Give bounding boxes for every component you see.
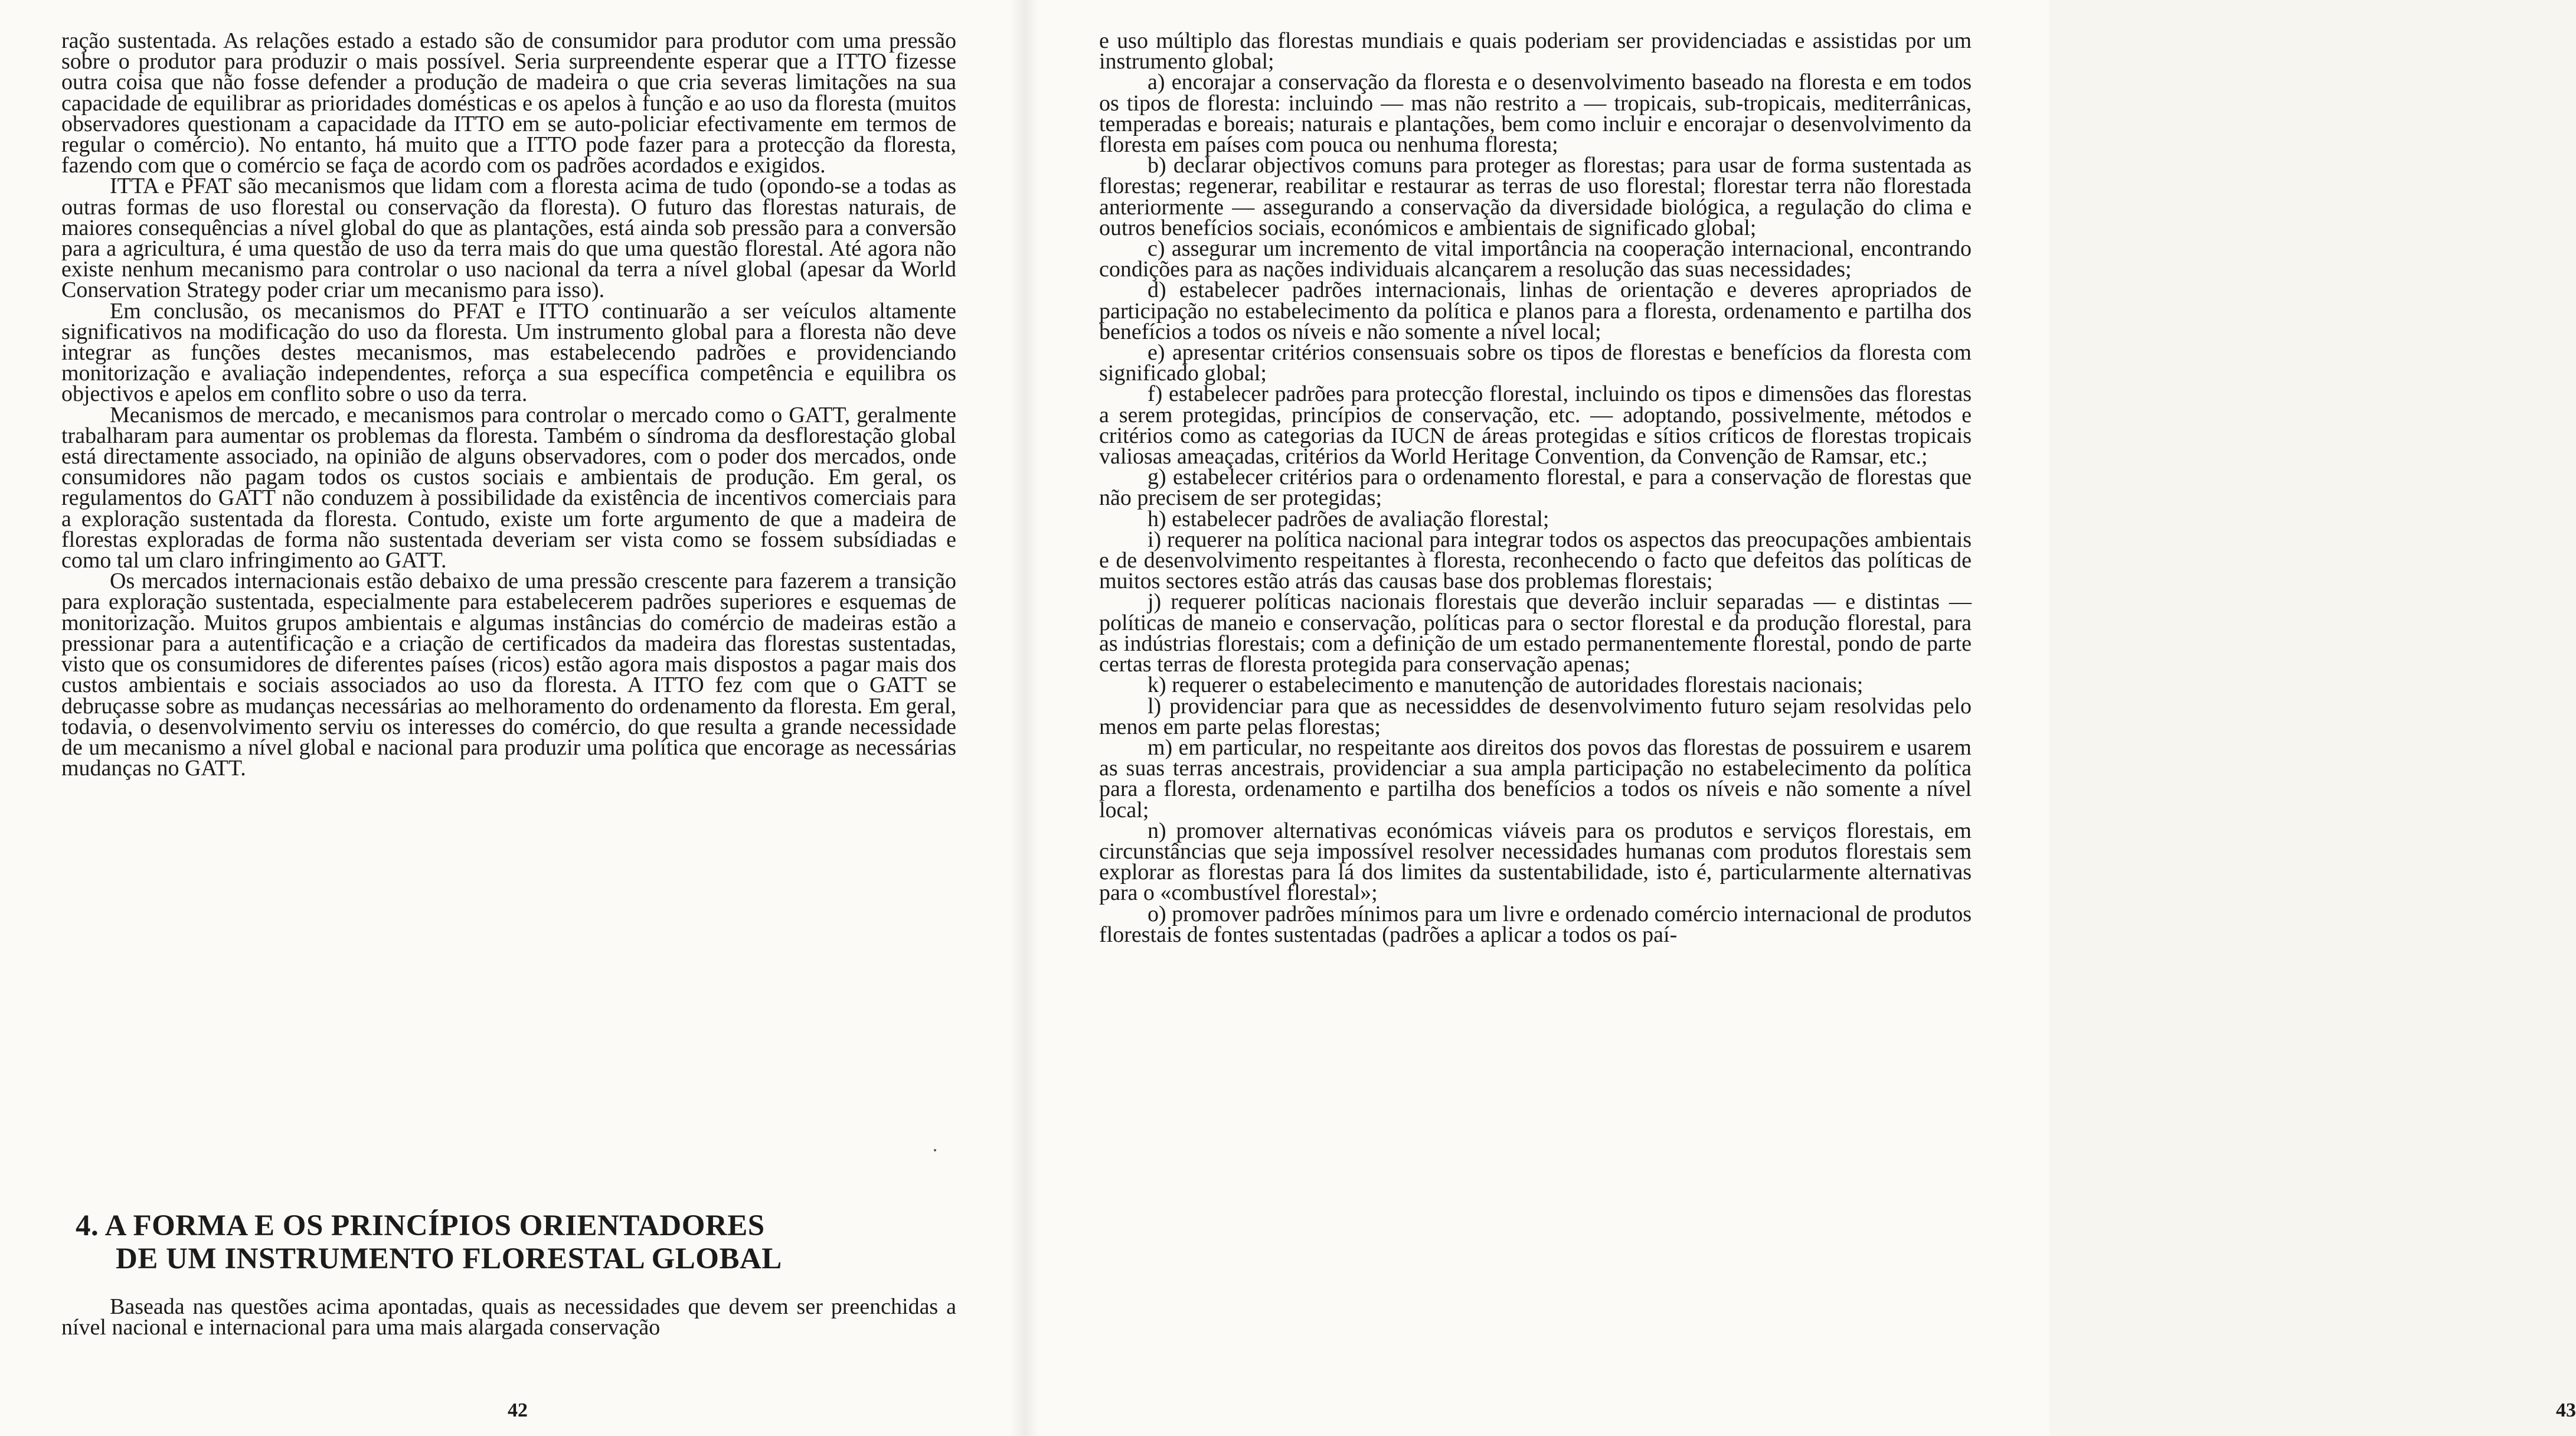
right-paragraph-intro: e uso múltiplo das florestas mundiais e quais poderiam ser providenciadas e assistidas por um instrumento global; <box>1099 28 1972 74</box>
book-gutter <box>1011 0 1039 1436</box>
section-heading <box>76 1209 937 1275</box>
list-item-h: h) estabelecer padrões de avaliação florestal; <box>1148 506 1549 531</box>
list-item-o: o) promover padrões mínimos para um livre e ordenado comércio internacional de produtos florestais de fontes sustentadas (padrões a aplicar a todos os paí- <box>1099 901 1972 947</box>
list-item-e: e) apresentar critérios consensuais sobre os tipos de florestas e benefícios da floresta com significado global; <box>1099 340 1972 386</box>
left-paragraph-2: ITTA e PFAT são mecanismos que lidam com a floresta acima de tudo (opondo-se a todas as outras formas de uso florestal ou conservação da floresta). O futuro das florestas naturais, de maiores consequências a nível global do que as plantações, está ainda sob pressão para a conversão para a agricultura, é uma questão de uso da terra mais do que uma questão florestal. Até agora não existe nenhum mecanismo para controlar o uso nacional da terra a nível global (apesar da World Conservation Strategy poder criar um mecanismo para isso). <box>61 174 956 303</box>
list-item-c: c) assegurar um incremento de vital importância na cooperação internacional, encontrando condições para as nações individuais alcançarem a resolução das suas necessidades; <box>1099 236 1972 282</box>
section-intro-paragraph: Baseada nas questões acima apontadas, quais as necessidades que devem ser preenchidas a nível nacional e internacional para uma mais alargada conservação <box>61 1294 956 1340</box>
print-speck <box>934 1149 936 1151</box>
right-page-body <box>1099 28 1972 947</box>
list-item-i: i) requerer na política nacional para integrar todos os aspectos das preocupações ambientais e de desenvolvimento respeitantes à floresta, reconhecendo o facto que defeitos das políticas de muitos sectores estão atrás das causas base dos problemas florestais; <box>1099 527 1972 594</box>
list-item-n: n) promover alternativas económicas viáveis para os produtos e serviços florestais, em circunstâncias que seja impossível resolver necessidades humanas com produtos florestais sem explorar as florestas para lá dos limites da sustentabilidade, isto é, particularmente alternativas para o «combustível florestal»; <box>1099 818 1972 906</box>
list-item-g: g) estabelecer critérios para o ordenamento florestal, e para a conservação de florestas que não precisem de ser protegidas; <box>1099 465 1972 511</box>
list-item-d: d) estabelecer padrões internacionais, linhas de orientação e deveres apropriados de participação no estabelecimento da política e planos para a floresta, ordenamento e partilha dos benefícios a todos os níveis e não somente a nível local; <box>1099 278 1972 344</box>
list-item-a: a) encorajar a conservação da floresta e o desenvolvimento baseado na floresta e em todos os tipos de floresta: incluindo — mas não restrito a — tropicais, sub-tropicais, mediterrânicas, temperadas e boreais; naturais e plantações, bem como incluir e encorajar o desenvolvimento da floresta em países com pouca ou nenhuma floresta; <box>1099 70 1972 158</box>
left-paragraph-1: ração sustentada. As relações estado a estado são de consumidor para produtor com uma pressão sobre o produtor para produzir o mais possível. Seria surpreendente esperar que a ITTO fizesse outra coisa que não fosse defender a produção de madeira o que cria severas limitações na sua capacidade de equilibrar as prioridades domésticas e os apelos à função e ao uso da floresta (muitos observadores questionam a capacidade da ITTO em se auto-policiar efectivamente em termos de regular o comércio). No entanto, há muito que a ITTO pode fazer para a protecção da floresta, fazendo com que o comércio se faça de acordo com os padrões acordados e exigidos. <box>61 28 956 178</box>
left-page-body <box>61 28 956 781</box>
page-number-left: 42 <box>508 1399 528 1421</box>
list-item-b: b) declarar objectivos comuns para proteger as florestas; para usar de forma sustentada as florestas; regenerar, reabilitar e restaurar as terras de uso florestal; florestar terra não florestada anteriormente — assegurando a conservação da diversidade biológica, a regulação do clima e outros benefícios sociais, económicos e ambientais de significado global; <box>1099 153 1972 240</box>
list-item-l: l) providenciar para que as necessiddes de desenvolvimento futuro sejam resolvidas pelo menos em parte pelas florestas; <box>1099 693 1972 739</box>
list-item-j: j) requerer políticas nacionais florestais que deverão incluir separadas — e distintas — políticas de maneio e conservação, políticas para o sector florestal e da produção florestal, para as indústrias florestais; com a definição de um estado permanentemente florestal, pondo de parte certas terras de floresta protegida para conservação apenas; <box>1099 589 1972 677</box>
left-paragraph-5: Os mercados internacionais estão debaixo de uma pressão crescente para fazerem a transição para exploração sustentada, especialmente para estabelecerem padrões superiores e esquemas de monitorização. Muitos grupos ambientais e algumas instâncias do comércio de madeiras estão a pressionar para a autentificação e a criação de certificados da madeira das florestas sustentadas, visto que os consumidores de diferentes países (ricos) estão agora mais dispostos a pagar mais dos custos ambientais e sociais associados ao uso da floresta. A ITTO fez com que o GATT se debruçasse sobre as mudanças necessárias ao melhoramento do ordenamento da floresta. Em geral, todavia, o desenvolvimento serviu os interesses do comércio, do que resulta a grande necessidade de um mecanismo a nível global e nacional para produzir uma política que encorage as necessárias mudanças no GATT. <box>61 569 956 781</box>
left-paragraph-4: Mecanismos de mercado, e mecanismos para controlar o mercado como o GATT, geralmente trabalharam para aumentar os problemas da floresta. Também o síndroma da desflorestação global está directamente associado, na opinião de alguns observadores, com o poder dos mercados, onde consumidores não pagam todos os custos sociais e ambientais de produção. Em geral, os regulamentos do GATT não conduzem à possibilidade da existência de incentivos comerciais para a exploração sustentada da floresta. Contudo, existe um forte argumento de que a madeira de florestas exploradas de forma não sustentada deveriam ser vista como se fossem subsídiadas e como tal um claro infringimento ao GATT. <box>61 402 956 573</box>
page-number-right: 43 <box>2556 1399 2576 1421</box>
list-item-k: k) requerer o estabelecimento e manutenção de autoridades florestais nacionais; <box>1148 673 1864 698</box>
list-item-m: m) em particular, no respeitante aos direitos dos povos das florestas de possuirem e usarem as suas terras ancestrais, providenciar a sua ampla participação no estabelecimento da política para a floresta, ordenamento e partilha dos benefícios a todos os níveis e não somente a nível local; <box>1099 735 1972 823</box>
list-item-f: f) estabelecer padrões para protecção florestal, incluindo os tipos e dimensões das florestas a serem protegidas, princípios de conservação, etc. — adoptando, possivelmente, métodos e critérios como as categorias da IUCN de áreas protegidas e sítios críticos de florestas tropicais valiosas ameaçadas, critérios da World Heritage Convention, da Convenção de Ramsar, etc.; <box>1099 381 1972 469</box>
left-page-section-intro <box>61 1294 956 1340</box>
left-paragraph-3: Em conclusão, os mecanismos do PFAT e ITTO continuarão a ser veículos altamente significativos na modificação do uso da floresta. Um instrumento global para a floresta não deve integrar as funções destes mecanismos, mas estabelecendo padrões e providenciando monitorização e avaliação independentes, reforça a sua específica competência e equilibra os objectivos e apelos em conflito sobre o uso da terra. <box>61 298 956 407</box>
section-heading-line-2: DE UM INSTRUMENTO FLORESTAL GLOBAL <box>116 1242 782 1275</box>
left-page <box>0 0 1025 1436</box>
section-heading-line-1: 4. A FORMA E OS PRINCÍPIOS ORIENTADORES <box>76 1209 765 1242</box>
